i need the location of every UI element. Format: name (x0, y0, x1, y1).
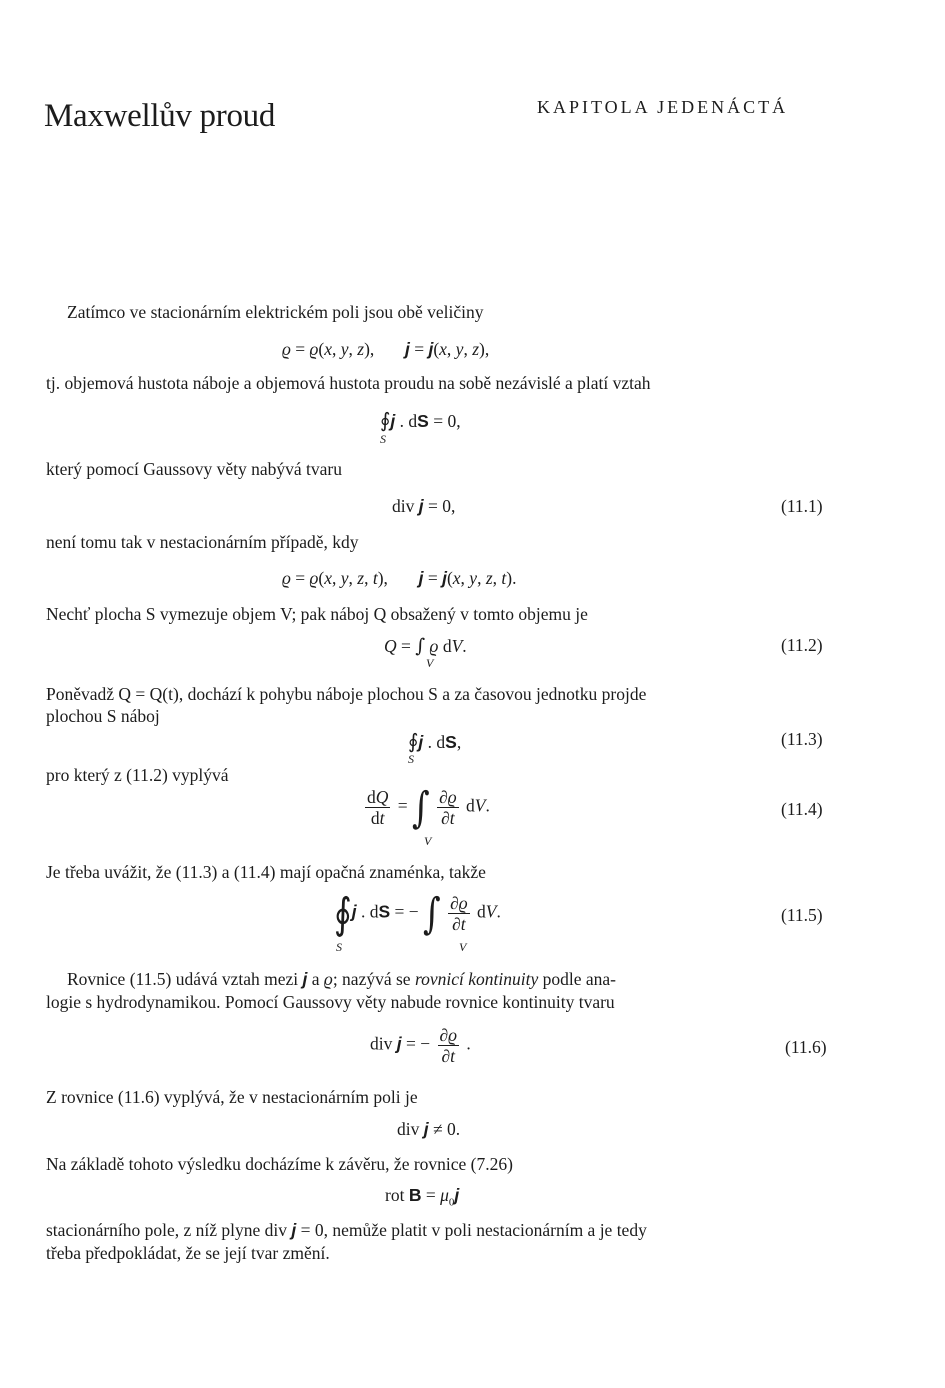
equation-number-11-2: (11.2) (781, 635, 823, 655)
equation-number-11-1: (11.1) (781, 496, 823, 516)
equation-number-11-5: (11.5) (781, 905, 823, 925)
equation-11-3: ∮j . dS, (408, 729, 462, 753)
int-subscript-v-2: V (424, 834, 432, 848)
int-subscript-v: V (426, 656, 434, 670)
oint-subscript-s: S (380, 432, 386, 446)
equation-11-5: ∮j . dS = − ∫ $\frac{\partial ϱ}{\partial t}$ dV. (334, 888, 501, 939)
equation-oint-zero: ∮j . dS = 0, (380, 408, 461, 432)
equation-number-11-4: (11.4) (781, 799, 823, 819)
equation-div-neq: div j ≠ 0. (397, 1119, 461, 1139)
equation-rho-j: ϱ = ϱ(x, y, z), j = j(x, y, z), (282, 339, 490, 359)
paragraph-1: Zatímco ve stacionárním elektrickém poli jsou obě veličiny (67, 302, 484, 322)
equation-rho-j-t: ϱ = ϱ(x, y, z, t), j = j(x, y, z, t). (282, 568, 517, 588)
equation-11-2: Q = ∫ ϱ dV. (384, 635, 467, 657)
equation-rot: rot $B = \mu_0j$ (385, 1185, 460, 1209)
paragraph-12-line-1: stacionárního pole, z níž plyne div j = 0, nemůže platit v poli nestacionárním a je tedy (46, 1220, 647, 1240)
equation-number-11-6: (11.6) (785, 1037, 827, 1057)
paragraph-10: Z rovnice (11.6) vyplývá, že v nestacionárním poli je (46, 1087, 418, 1107)
equation-11-1: div j = 0, (392, 496, 456, 516)
paragraph-12-line-2: třeba předpokládat, že se její tvar změní. (46, 1243, 330, 1263)
paragraph-2: tj. objemová hustota náboje a objemová hustota proudu na sobě nezávislé a platí vztah (46, 373, 651, 393)
paragraph-7: pro který z (11.2) vyplývá (46, 765, 229, 785)
equation-11-6: div j = − $\frac{\partial ϱ}{\partial t}$ . (370, 1025, 471, 1066)
paragraph-5: Nechť plocha S vymezuje objem V; pak náboj Q obsažený v tomto objemu je (46, 604, 588, 624)
paragraph-3: který pomocí Gaussovy věty nabývá tvaru (46, 459, 342, 479)
paragraph-6-line-1: Poněvadž Q = Q(t), dochází k pohybu náboje plochou S a za časovou jednotku projde (46, 684, 647, 704)
equation-11-4: $\frac{dQ}{dt}$ = ∫ $\frac{\partial ϱ}{\partial t}$ dV. (367, 782, 490, 833)
paragraph-6-line-2: plochou S náboj (46, 706, 160, 726)
paragraph-11: Na základě tohoto výsledku docházíme k závěru, že rovnice (7.26) (46, 1154, 513, 1174)
paragraph-9-line-2: logie s hydrodynamikou. Pomocí Gaussovy věty nabude rovnice kontinuity tvaru (46, 992, 615, 1012)
paragraph-4: není tomu tak v nestacionárním případě, kdy (46, 532, 359, 552)
paragraph-9-line-1: Rovnice (11.5) udává vztah mezi j a ϱ; nazývá se rovnicí kontinuity podle ana- (67, 969, 616, 989)
chapter-title: Maxwellův proud (44, 98, 276, 134)
oint-subscript-s-3: S (336, 940, 342, 954)
paragraph-8: Je třeba uvážit, že (11.3) a (11.4) mají opačná znaménka, takže (46, 862, 486, 882)
equation-number-11-3: (11.3) (781, 729, 823, 749)
int-subscript-v-3: V (459, 940, 467, 954)
chapter-label: KAPITOLA JEDENÁCTÁ (537, 97, 789, 117)
oint-subscript-s-2: S (408, 752, 414, 766)
